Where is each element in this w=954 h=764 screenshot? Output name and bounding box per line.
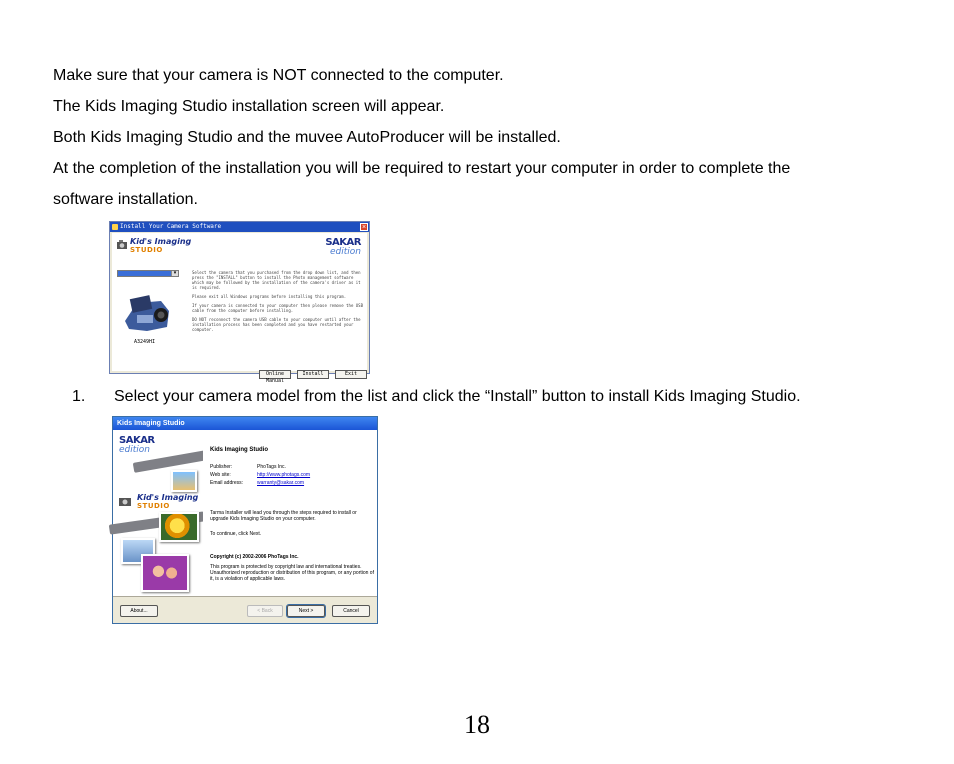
intro-line-1: Make sure that your camera is NOT connected to the computer.	[53, 67, 504, 84]
cancel-button[interactable]: Cancel	[332, 605, 370, 617]
logo-line-1: Kid's Imaging	[137, 493, 199, 502]
publisher-value: PhoTags Inc.	[257, 464, 286, 470]
about-button[interactable]: About...	[120, 605, 158, 617]
installer-info-pane	[203, 430, 377, 596]
sunflower-photo	[159, 512, 199, 542]
website-link[interactable]: http://www.photags.com	[257, 472, 311, 478]
product-heading: Kids Imaging Studio	[210, 447, 268, 453]
instruction-4: DO NOT reconnect the camera USB cable to your computer until after the installation process has been completed and you have restarted your computer.	[192, 317, 361, 332]
close-icon[interactable]: ×	[361, 224, 367, 231]
window-titlebar	[110, 222, 369, 232]
step-number: 1.	[72, 388, 86, 405]
online-manual-button[interactable]: Online Manual	[259, 370, 291, 379]
intro-line-3: Both Kids Imaging Studio and the muvee AutoProducer will be installed.	[53, 129, 561, 146]
window-content	[112, 233, 367, 384]
email-label: Email address:	[210, 480, 244, 486]
chevron-down-icon[interactable]: ▾	[171, 271, 178, 276]
sakar-line-2: edition	[330, 247, 361, 257]
publisher-label: Publisher:	[210, 464, 233, 470]
instructions-text	[192, 270, 367, 336]
website-label: Web site:	[210, 472, 231, 478]
window-titlebar: Kids Imaging Studio	[113, 417, 377, 430]
exit-button[interactable]: Exit	[335, 370, 367, 379]
camera-logo-icon	[117, 494, 135, 508]
instruction-3: If your camera is connected to your computer then please remove the USB cable from the computer before installing.	[192, 303, 363, 313]
intro-line-5: software installation.	[53, 191, 198, 208]
step-text: Select your camera model from the list and click the “Install” button to install Kids Imaging Studio.	[114, 388, 801, 405]
next-button[interactable]: Next >	[287, 605, 325, 617]
legal-notice: This program is protected by copyright law and international treaties. Unauthorized reproduction or distribution of this program, or any portion of it, is a violation of applicable laws.	[210, 564, 374, 582]
email-link[interactable]: warranty@sakar.com	[257, 480, 305, 486]
app-icon	[112, 224, 118, 230]
sakar-line-1: SAKAR	[119, 435, 155, 446]
logo-line-2: STUDIO	[137, 502, 170, 510]
sakar-line-2: edition	[119, 445, 150, 455]
install-camera-software-screenshot	[109, 221, 370, 384]
divider	[113, 596, 377, 597]
kids-imaging-logo	[130, 238, 191, 254]
kids-imaging-logo	[137, 494, 198, 510]
camera-model-label: A3249HI	[134, 339, 156, 345]
install-button[interactable]: Install	[297, 370, 329, 379]
camcorder-image	[117, 291, 179, 339]
intro-line-4: At the completion of the installation you will be required to restart your computer in order to complete the	[53, 160, 791, 177]
instruction-2: Please exit all Windows programs before installing this program.	[192, 294, 347, 299]
logo-line-2: STUDIO	[130, 246, 163, 254]
kids-imaging-studio-installer-screenshot	[112, 416, 378, 624]
intro-line-2: The Kids Imaging Studio installation screen will appear.	[53, 98, 445, 115]
sakar-logo	[325, 238, 361, 257]
logo-line-1: Kid's Imaging	[130, 237, 192, 246]
photo-thumbnail	[171, 470, 197, 492]
sakar-line-1: SAKAR	[325, 237, 361, 248]
sakar-logo	[119, 436, 155, 455]
page-number: 18	[464, 710, 490, 739]
copyright-notice: Copyright (c) 2002-2006 PhoTags Inc.	[210, 554, 299, 560]
kids-photo	[141, 554, 189, 592]
window-title: Install Your Camera Software	[120, 223, 222, 230]
installer-artwork-pane	[113, 430, 203, 596]
back-button[interactable]: < Back	[247, 605, 283, 617]
installer-description: Tarma Installer will lead you through the steps required to install or upgrade Kids Imaging Studio on your computer.	[210, 510, 357, 522]
camera-model-dropdown[interactable]	[117, 270, 179, 277]
camera-logo-icon	[116, 238, 129, 251]
continue-instruction: To continue, click Next.	[210, 531, 262, 537]
instruction-1: Select the camera that you purchased from the drop down list, and then press the "INSTALL" button to install the Photo management software which may be followed by the installation of the camera's driver as it is required.	[192, 270, 361, 290]
